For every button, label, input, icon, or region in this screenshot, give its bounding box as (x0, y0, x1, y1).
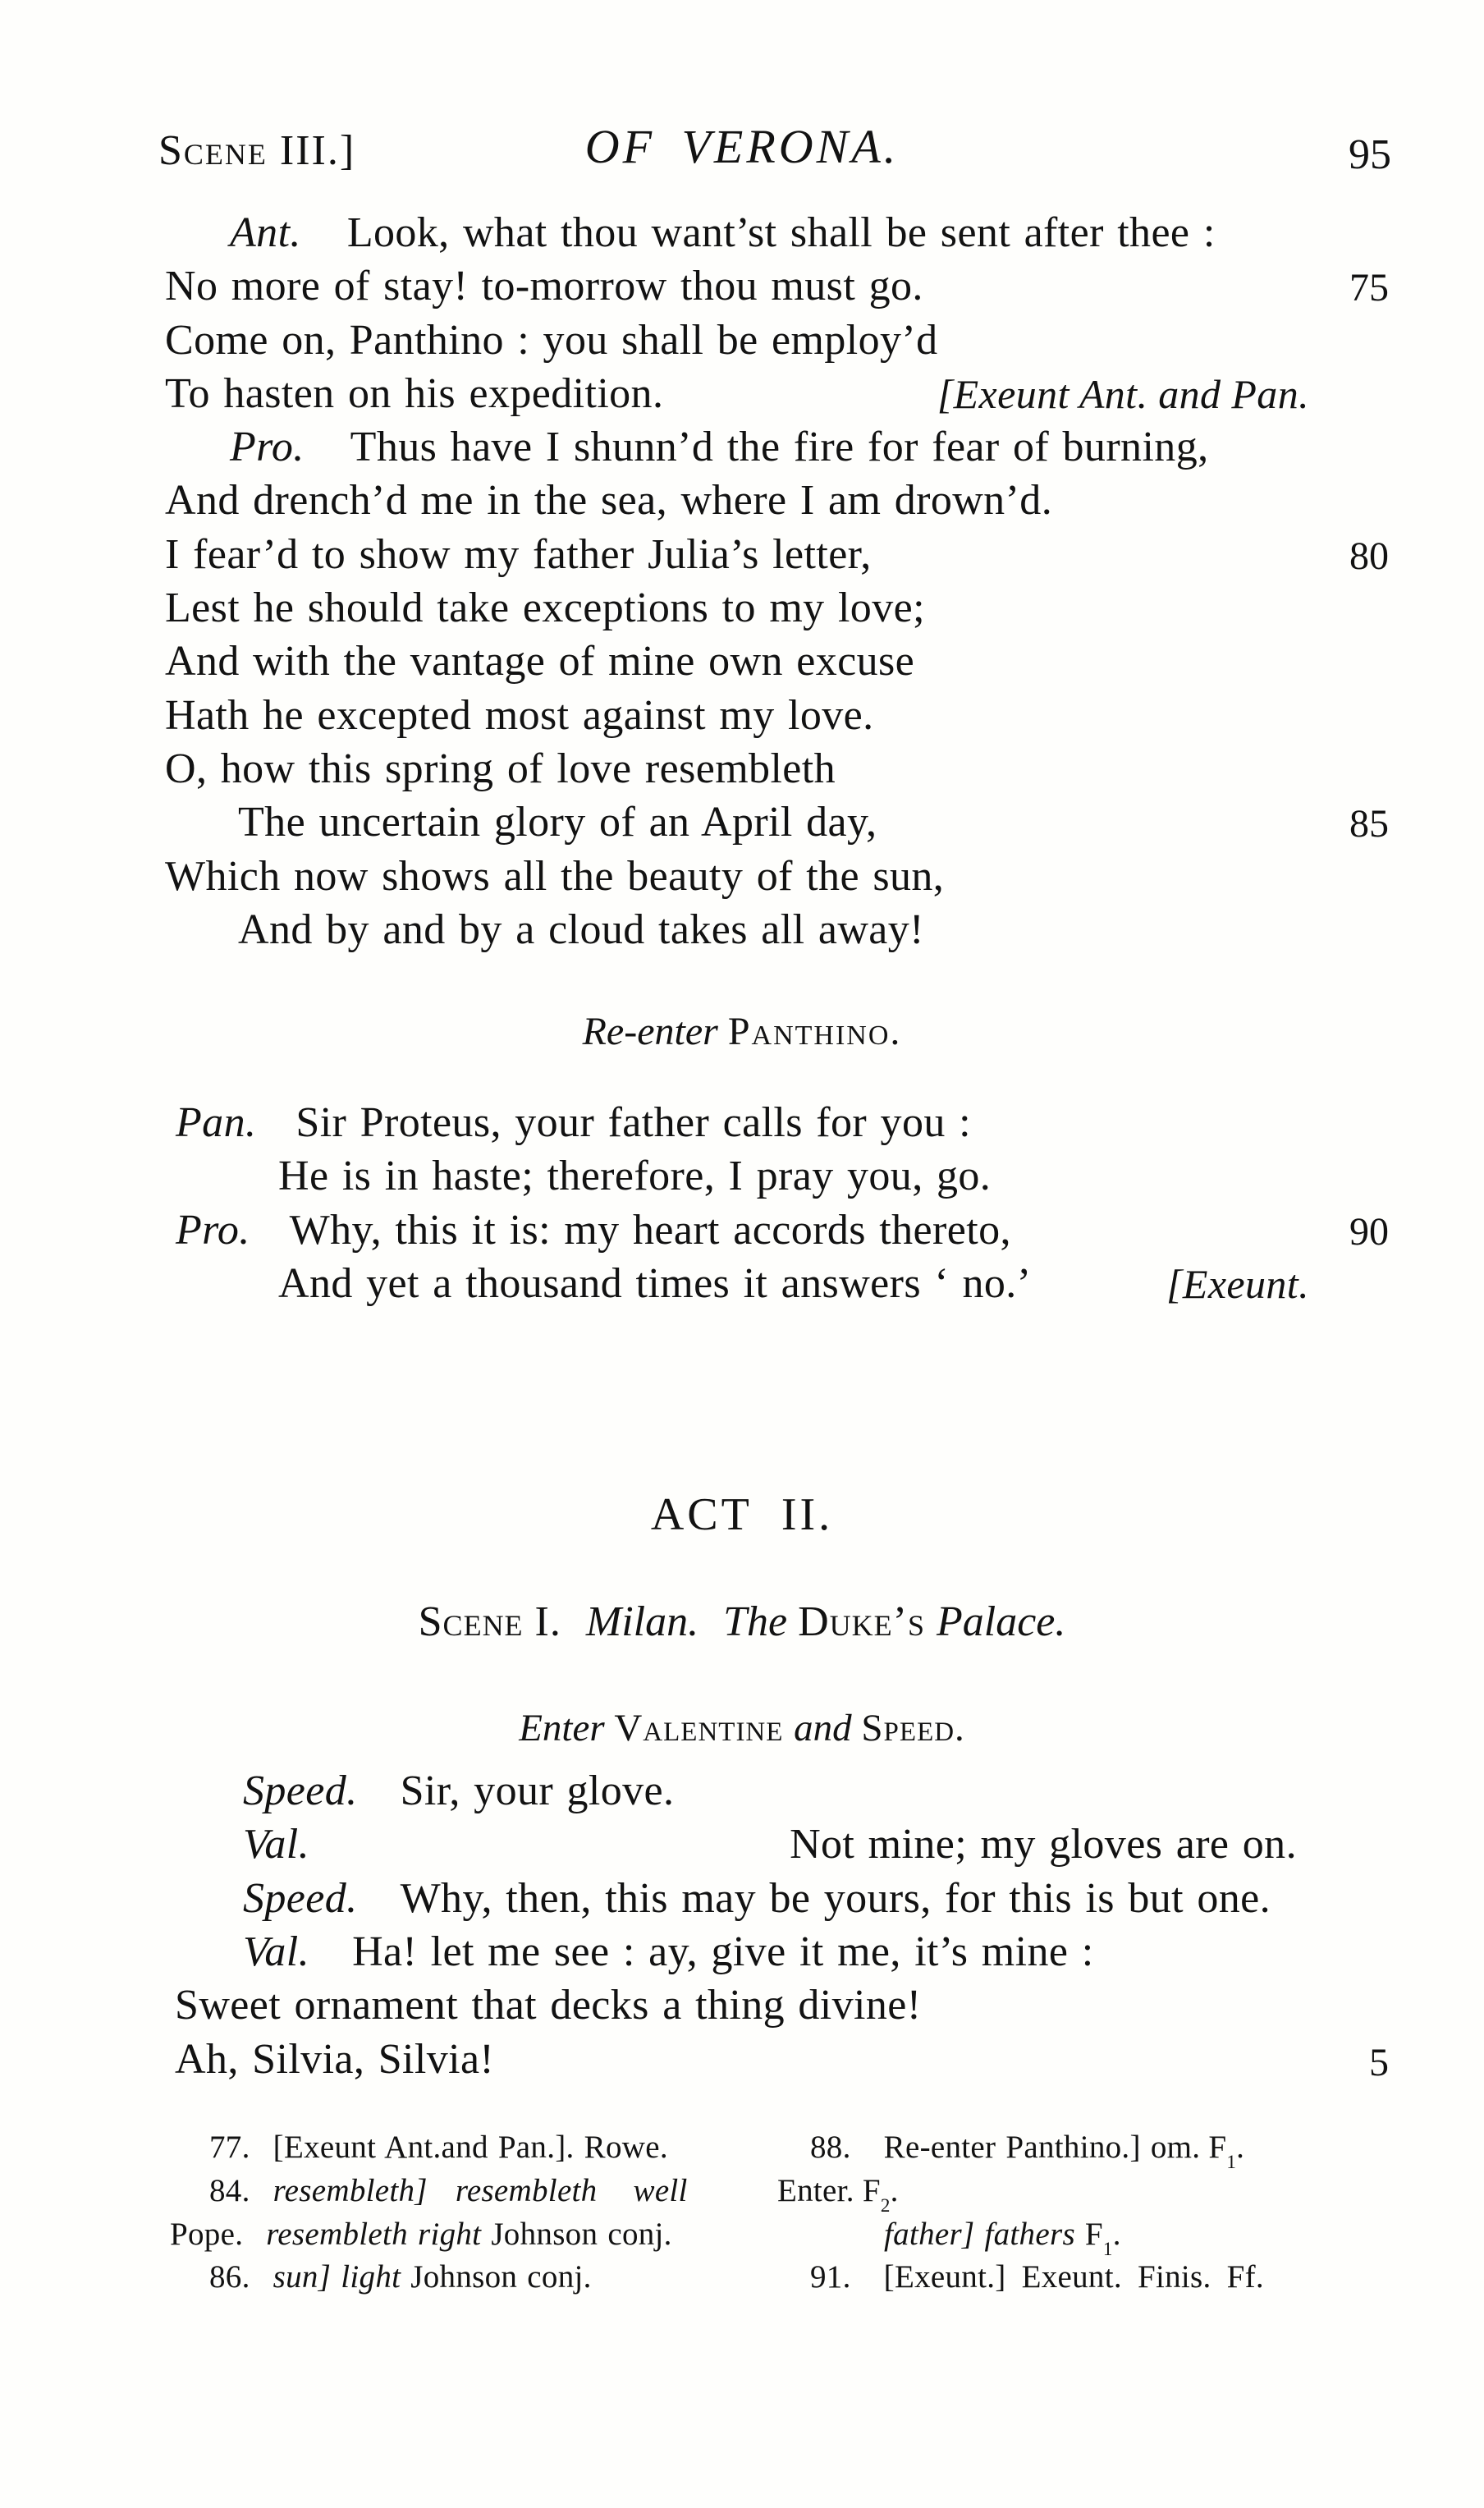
speaker-name: Pro. (176, 1207, 250, 1254)
verse-line (165, 319, 938, 362)
footnote-text: [Exeunt Ant.and Pan.]. Rowe. (273, 2130, 668, 2165)
scene-heading (0, 1598, 1484, 1645)
verse-line (243, 1928, 1094, 1975)
verse-line (165, 855, 944, 898)
verse-line (230, 426, 1209, 469)
verse-text: Which now shows all the beauty of the sun, (165, 853, 945, 900)
footnote-line (884, 2217, 1121, 2260)
verse-line (175, 2038, 494, 2081)
verse-line (230, 209, 1216, 256)
footnote-variant: resembleth (455, 2173, 598, 2208)
verse-line (165, 745, 836, 792)
verse-text: Why, then, this may be yours, for this is but one. (400, 1875, 1271, 1922)
header-scene-label: Scene III.] (158, 127, 356, 174)
header-page-number: 95 (1349, 131, 1391, 178)
speaker-name: Val. (243, 1821, 310, 1868)
stage-direction-exeunt: [Exeunt Ant. and Pan. (937, 371, 1309, 417)
verse-text: And by and by a cloud takes all away! (238, 906, 924, 953)
verse-text: No more of stay! to-morrow thou must go. (165, 263, 923, 309)
scene-locale-the: The (723, 1598, 799, 1645)
verse-line (165, 370, 664, 417)
footnote-line (209, 2131, 668, 2163)
footnote-variant: sun] light (273, 2259, 401, 2295)
verse-line (165, 587, 925, 630)
verse-text: And yet a thousand times it answers ‘ no.’ (278, 1260, 1032, 1307)
siglum-subscript: 1 (1102, 2239, 1113, 2260)
verse-line (176, 1209, 1011, 1252)
footnote-line (810, 2261, 1264, 2293)
verse-line (165, 640, 914, 683)
scene-locale-owner: Duke’s (798, 1598, 937, 1645)
stage-direction-exeunt: [Exeunt. (1166, 1261, 1309, 1307)
enter-word: Enter (519, 1707, 615, 1749)
footnote-text: Enter. (777, 2173, 854, 2208)
siglum-subscript: 1 (1226, 2152, 1237, 2173)
line-number: 85 (1349, 802, 1389, 846)
verse-line (176, 1099, 971, 1146)
footnote-variant: well (633, 2173, 688, 2208)
line-number: 5 (1369, 2041, 1389, 2084)
verse-text: Look, what thou want’st shall be sent after thee : (346, 209, 1216, 256)
line-number: 80 (1349, 534, 1389, 578)
verse-line (165, 265, 923, 308)
footnote-editor: Pope. (170, 2217, 244, 2252)
footnote-variant: resembleth right (266, 2217, 482, 2252)
verse-text: Hath he excepted most against my love. (165, 692, 874, 739)
verse-text: To hasten on his expedition. (165, 370, 664, 417)
speaker-name: Val. (243, 1928, 310, 1975)
verse-line (278, 1260, 1032, 1307)
verse-text: Ha! let me see : ay, give it me, it’s mine : (352, 1928, 1094, 1975)
line-number: 75 (1349, 266, 1389, 309)
scene-place: Milan. (585, 1598, 699, 1645)
verse-line (243, 1770, 674, 1813)
verse-text: Sir, your glove. (400, 1768, 675, 1814)
header-title: OF VERONA. (584, 120, 900, 173)
verse-text: The uncertain glory of an April day, (238, 799, 877, 846)
footnote-line (209, 2175, 698, 2207)
scene-locale-palace: Palace. (936, 1598, 1066, 1645)
stage-direction-reenter (0, 1012, 1484, 1052)
footnote-line (777, 2173, 899, 2217)
footnote-line (170, 2218, 672, 2250)
speaker-name: Ant. (230, 209, 301, 256)
enter-character-2: Speed. (861, 1707, 965, 1749)
footnote-line (209, 2261, 592, 2293)
folio-siglum: $F_1$. (1208, 2130, 1245, 2173)
verse-text-shared-line: Not mine; my gloves are on. (790, 1821, 1297, 1868)
verse-line (175, 1984, 922, 2027)
verse-text: Sweet ornament that decks a thing divine! (175, 1982, 922, 2029)
speaker-name: Pro. (230, 424, 305, 470)
footnote-ref: 86. (209, 2259, 250, 2295)
verse-text: O, how this spring of love resembleth (165, 745, 836, 792)
footnote-text: Re-enter Panthino.] om. (883, 2130, 1201, 2165)
footnote-text: Johnson conj. (410, 2259, 592, 2295)
verse-line (243, 1875, 1271, 1922)
act-heading: ACT II. (650, 1489, 834, 1540)
verse-line (238, 906, 924, 953)
enter-character-1: Valentine (614, 1707, 795, 1749)
verse-text: I fear’d to show my father Julia’s letter, (165, 531, 872, 578)
verse-text: Lest he should take exceptions to my love; (165, 585, 925, 631)
speaker-name: Speed. (243, 1875, 358, 1922)
verse-line (165, 479, 1052, 522)
verse-text: He is in haste; therefore, I pray you, go. (278, 1153, 992, 1199)
verse-text: Sir Proteus, your father calls for you : (295, 1099, 971, 1146)
verse-text: Come on, Panthino : you shall be employ’d (165, 317, 938, 364)
speaker-name: Speed. (243, 1768, 358, 1814)
reenter-character: Panthino. (727, 1010, 902, 1053)
footnote-line (810, 2130, 1245, 2173)
verse-text: And drench’d me in the sea, where I am drown’d. (165, 477, 1053, 524)
and-word: and (794, 1707, 862, 1749)
footnote-ref: 88. (810, 2130, 851, 2165)
verse-line (278, 1155, 991, 1198)
footnote-lemma: resembleth] (273, 2173, 428, 2208)
footnote-text: Johnson conj. (491, 2217, 672, 2252)
line-number: 90 (1349, 1210, 1389, 1254)
siglum-subscript: 2 (880, 2195, 891, 2217)
verse-text: And with the vantage of mine own excuse (165, 638, 915, 685)
verse-text: Thus have I shunn’d the fire for fear of burning, (350, 424, 1209, 470)
verse-text: Ah, Silvia, Silvia! (175, 2036, 495, 2083)
footnote-variant: father] fathers (884, 2217, 1075, 2252)
footnote-ref: 84. (209, 2173, 250, 2208)
stage-direction-enter (0, 1709, 1484, 1748)
verse-line (165, 692, 874, 739)
verse-line (243, 1823, 352, 1866)
verse-line (165, 531, 872, 578)
reenter-word: Re-enter (582, 1010, 728, 1053)
scene-number: Scene I. (418, 1598, 561, 1645)
folio-siglum: $F_2$. (862, 2173, 899, 2217)
verse-line (238, 801, 877, 844)
speaker-name: Pan. (176, 1099, 257, 1146)
folio-siglum: $F_1$. (1084, 2217, 1121, 2260)
footnote-ref: 91. (810, 2259, 851, 2295)
footnote-text: [Exeunt.] Exeunt. Finis. Ff. (883, 2259, 1264, 2295)
verse-text: Why, this it is: my heart accords thereto, (289, 1207, 1011, 1254)
footnote-ref: 77. (209, 2130, 250, 2165)
